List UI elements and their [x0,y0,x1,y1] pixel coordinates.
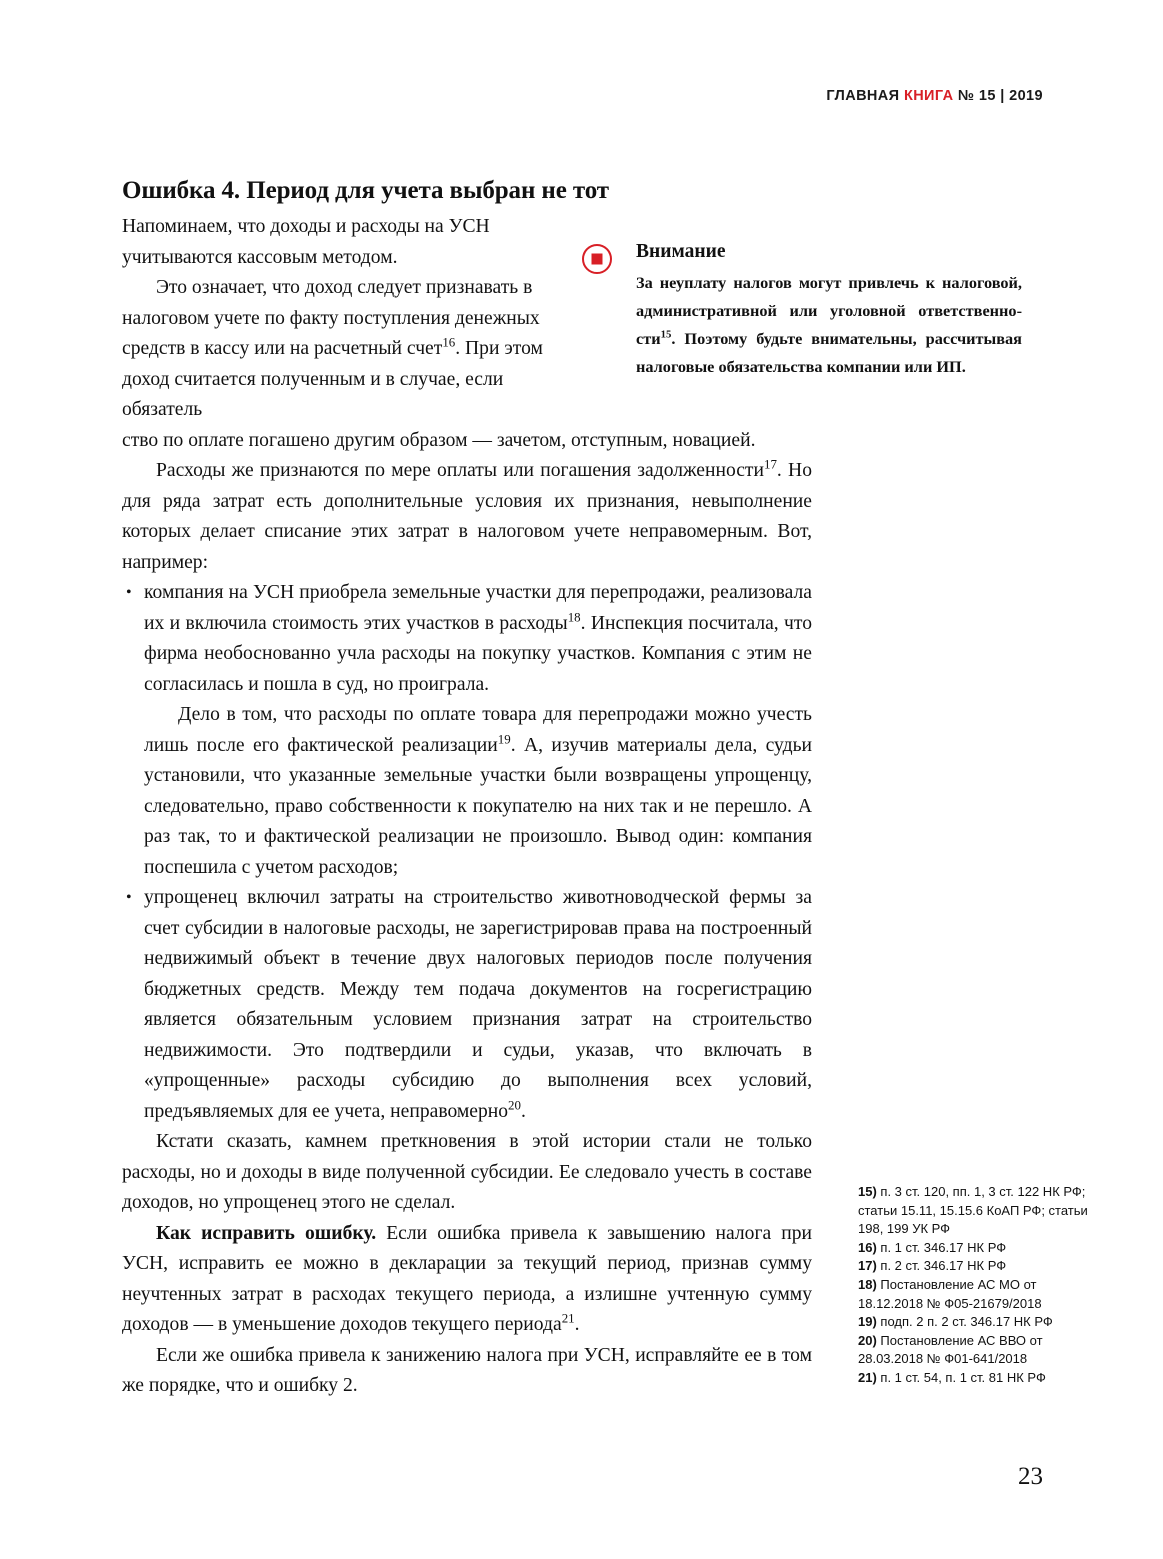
page-number: 23 [1018,1463,1043,1490]
paragraph-3-text-a: Расходы же признаются по мере оплаты или погашения задолженности [156,460,764,481]
footnote-16-number: 16) [858,1239,877,1255]
paragraph-5 [122,1219,812,1341]
footnote-15 [858,1183,1088,1239]
footnotes-column [858,1183,1088,1388]
paragraph-1: Напоминаем, что доходы и расходы на УСН учитываются кассовым методом. [122,216,490,268]
paragraph-2-text-b: . При этом доход считается полученным и в случае, если обязатель [122,338,543,420]
paragraph-4: Кстати сказать, камнем преткновения в этой истории стали не только расходы, но и доходы в виде полученной субсидии. Ее следовало учесть в составе доходов, но упрощенец этого не сделал. [122,1131,812,1213]
bullet-1-text-a: компания на УСН приобрела земельные участки для перепродажи, реализовала их и включила стоимость этих участков в расходы [144,582,812,634]
footnote-17 [858,1257,1088,1276]
bullet-2-text-a: упрощенец включил затраты на строительство животноводческой фермы за счет субсидии в налоговые расходы, не зарегистрировав права на построенный недвижимый объект в течение двух налоговых периодов после получения бюджетных средств. Между тем подача документов на госрегистрацию является обязательным условием признания затрат на строительство недвижимости. Это подтвердили и судьи, указав, что включать в «упрощенные» расходы субсидию до выполнения всех условий, предъявляемых для ее учета, неправомерно [144,887,812,1122]
header-accent: КНИГА [903,88,954,104]
list-item [122,578,812,883]
attention-icon [582,244,612,274]
page-title: Ошибка 4. Период для учета выбран не тот [122,176,609,204]
paragraph-2-part2: ство по оплате погашено другим образом — зачетом, отступным, новацией. [122,429,756,451]
bullet-1-sub-text-b: . А, изучив материалы дела, судьи установили, что указанные земельные участки были возвращены упрощенцу, следовательно, право собственности к покупателю на них так и не перешло. А раз так, то и фактической реализации не произошло. Вывод один: компания поспешила с учетом расходов; [144,734,812,878]
footnote-ref-18: 18 [567,608,581,624]
attention-text-b: . Поэтому будьте внимательны, рассчитывая налоговые обязательства компании или ИП. [636,329,1022,376]
footnote-ref-19: 19 [497,730,511,746]
bullet-1-sub-text-a: Дело в том, что расходы по оплате товара для перепродажи можно учесть лишь после его фактической реализации [144,704,812,756]
footnote-ref-16: 16 [442,334,456,350]
footnote-ref-21: 21 [561,1310,575,1326]
footnote-17-number: 17) [858,1258,877,1274]
attention-title: Внимание [636,241,726,262]
paragraph-6: Если же ошибка привела к занижению налога при УСН, исправляйте ее в том же порядке, что и ошибку 2. [122,1344,812,1396]
bullet-2-text-b: . [520,1100,526,1122]
footnote-19-text: подп. 2 п. 2 ст. 346.17 НК РФ [876,1314,1053,1330]
bullet-1-text-b: . Инспекция посчитала, что фирма необоснованно учла расходы на покупку участков. Компания с этим не согласилась и пошла в суд, но проиграла. [144,612,812,695]
main-text-column [122,212,812,1402]
footnote-20-number: 20) [858,1332,877,1348]
footnote-ref-15: 15 [660,328,672,341]
footnote-17-text: п. 2 ст. 346.17 НК РФ [876,1258,1007,1274]
attention-callout [582,240,1022,381]
bullet-1-subparagraph [144,700,812,883]
paragraph-2-part1 [122,273,552,426]
attention-text-a: За неуплату налогов могут привлечь к налоговой, административной или уголовной ответственности [636,273,1022,348]
footnote-20-text: Постановление АС ВВО от 28.03.2018 № Ф01-641/2018 [858,1332,1043,1367]
footnote-19-number: 19) [858,1314,877,1330]
running-header [826,88,1043,104]
header-issue: № 15 | 2019 [953,88,1043,104]
paragraph-3 [122,456,812,578]
footnote-21-number: 21) [858,1369,877,1385]
paragraph-5-text-a: Если ошибка привела к завышению налога при УСН, исправить ее можно в декларации за текущий период, признав сумму неучтенных затрат в расходах текущего периода, а излишне учтенную сумму доходов — в уменьшение доходов текущего периода [122,1222,812,1335]
header-main: ГЛАВНАЯ [826,88,904,104]
footnote-15-number: 15) [858,1184,877,1199]
paragraph-3-text-b: . Но для ряда затрат есть дополнительные условия их признания, невыполнение которых делает списание этих затрат в налоговом учете неправомерным. Вот, например: [122,460,812,573]
attention-body [636,269,1022,381]
bullet-list [122,578,812,1127]
footnote-18-number: 18) [858,1276,877,1292]
footnote-18 [858,1276,1088,1313]
footnote-16-text: п. 1 ст. 346.17 НК РФ [876,1239,1007,1255]
paragraph-2-text-a: Это означает, что доход следует признавать в налоговом учете по факту поступления денежных средств в кассу или на расчетный счет [122,277,540,359]
footnote-21-text: п. 1 ст. 54, п. 1 ст. 81 НК РФ [876,1369,1046,1385]
footnote-21 [858,1369,1088,1388]
footnote-15-text: п. 3 ст. 120, пп. 1, 3 ст. 122 НК РФ; статьи 15.11, 15.15.6 КоАП РФ; статьи 198, 199 УК РФ [858,1184,1088,1237]
footnote-20 [858,1332,1088,1369]
footnote-ref-20: 20 [508,1096,521,1112]
list-item [122,883,812,1127]
footnote-18-text: Постановление АС МО от 18.12.2018 № Ф05-21679/2018 [858,1276,1042,1311]
footnote-ref-17: 17 [763,456,777,472]
paragraph-5-lead: Как исправить ошибку. [156,1222,377,1244]
paragraph-5-text-b: . [574,1314,580,1335]
footnote-16 [858,1239,1088,1258]
footnote-19 [858,1313,1088,1332]
